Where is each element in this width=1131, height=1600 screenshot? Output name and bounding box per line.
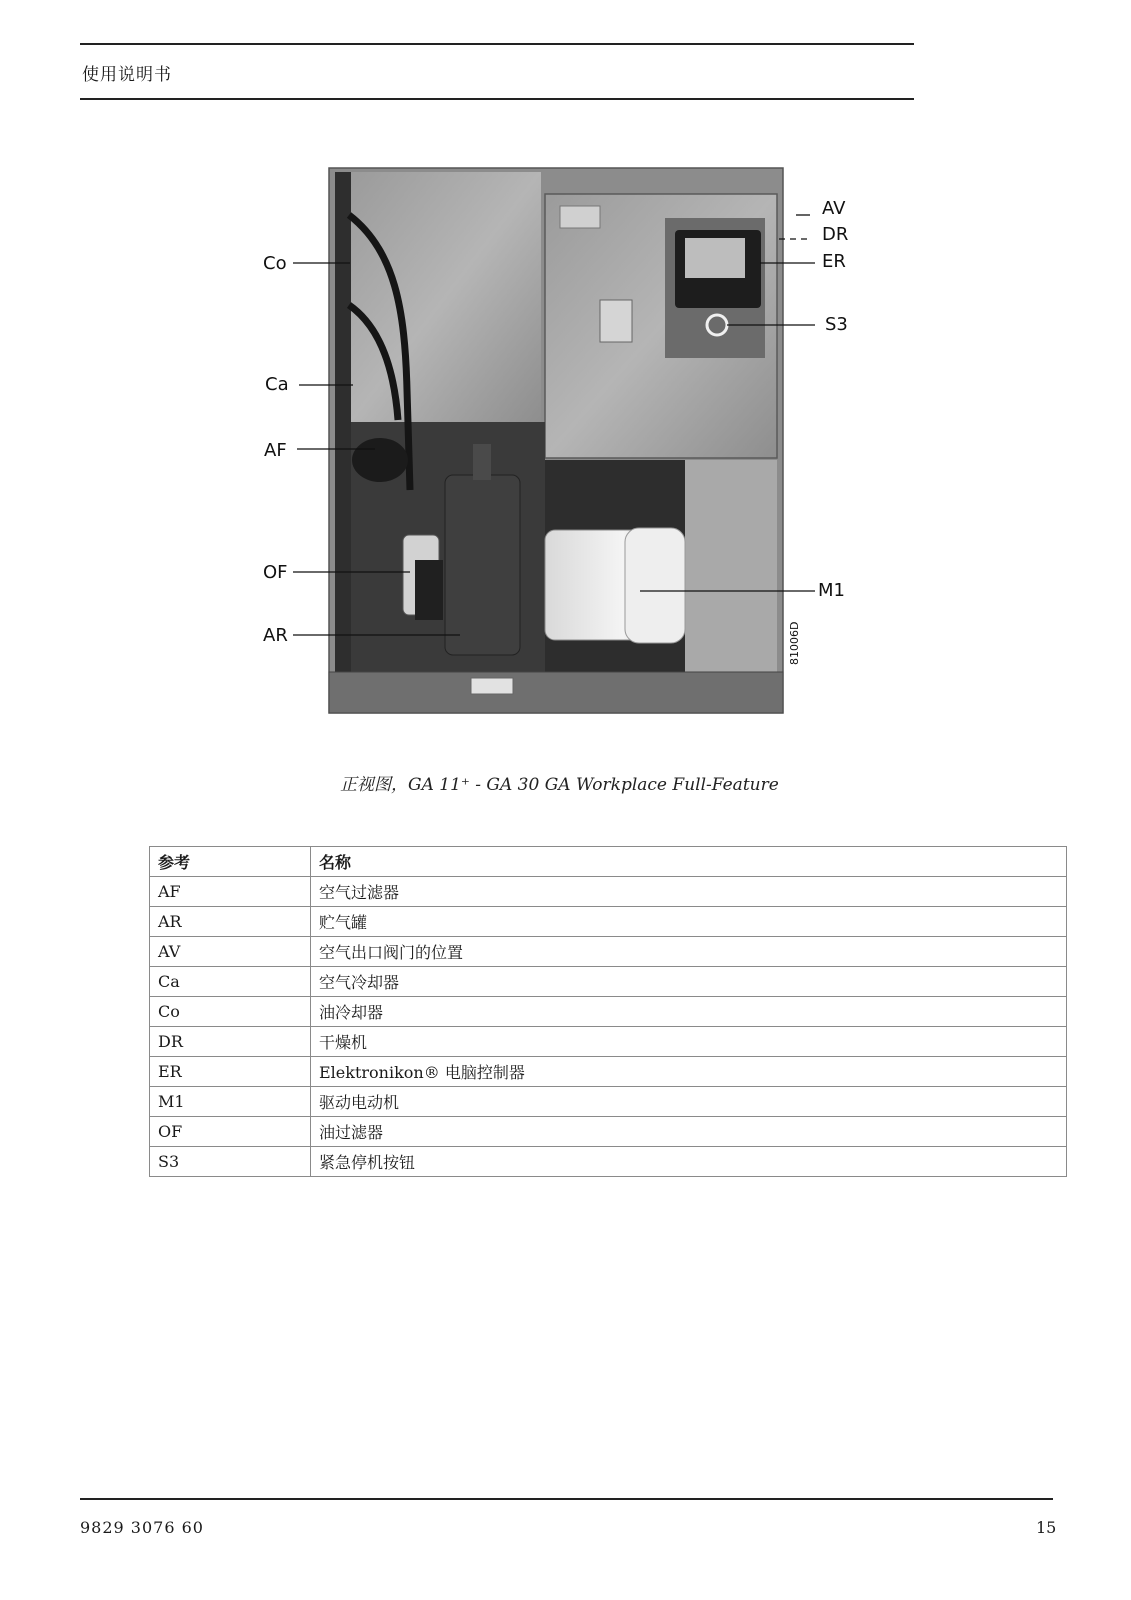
callout-av: AV: [822, 198, 846, 219]
figure-image-id: 81006D: [788, 621, 801, 665]
row-name: 空气冷却器: [311, 967, 1067, 997]
callout-co: Co: [263, 253, 287, 274]
row-name: 驱动电动机: [311, 1087, 1067, 1117]
row-ref: AR: [150, 907, 311, 937]
compressor-illustration: [255, 160, 875, 725]
table-row: [150, 1057, 1067, 1087]
callout-af: AF: [264, 440, 287, 461]
row-name: 干燥机: [311, 1027, 1067, 1057]
row-name: 贮气罐: [311, 907, 1067, 937]
row-name: 油过滤器: [311, 1117, 1067, 1147]
row-ref: Co: [150, 997, 311, 1027]
table-row: [150, 967, 1067, 997]
row-name: 空气过滤器: [311, 877, 1067, 907]
table-row: [150, 997, 1067, 1027]
footer-page-number: 15: [1036, 1518, 1057, 1537]
table-row: [150, 907, 1067, 937]
row-ref: DR: [150, 1027, 311, 1057]
table-body: [150, 877, 1067, 1177]
compressor-front-view-figure: [255, 160, 875, 725]
row-name: 空气出口阀门的位置: [311, 937, 1067, 967]
table-row: [150, 1147, 1067, 1177]
footer-doc-number: 9829 3076 60: [80, 1518, 204, 1537]
table-row: [150, 1027, 1067, 1057]
row-name: 油冷却器: [311, 997, 1067, 1027]
reference-table: [149, 846, 1067, 1177]
row-ref: S3: [150, 1147, 311, 1177]
table-row: [150, 1117, 1067, 1147]
row-ref: ER: [150, 1057, 311, 1087]
callout-ca: Ca: [265, 374, 289, 395]
row-ref: Ca: [150, 967, 311, 997]
row-name: 紧急停机按钮: [311, 1147, 1067, 1177]
row-ref: AF: [150, 877, 311, 907]
row-ref: AV: [150, 937, 311, 967]
callout-ar: AR: [263, 625, 288, 646]
row-ref: M1: [150, 1087, 311, 1117]
table-row: [150, 937, 1067, 967]
callout-dr: DR: [822, 224, 849, 245]
footer-rule: [80, 1498, 1053, 1500]
callout-er: ER: [822, 251, 846, 272]
table-row: [150, 1087, 1067, 1117]
header-rule-bottom: [80, 98, 914, 100]
callout-s3: S3: [825, 314, 848, 335]
table-row: [150, 877, 1067, 907]
callout-of: OF: [263, 562, 288, 583]
row-name: Elektronikon® 电脑控制器: [311, 1057, 1067, 1087]
header-rule-top: [80, 43, 914, 45]
header-name: 名称: [311, 847, 1067, 877]
figure-caption: 正视图，GA 11⁺ - GA 30 GA Workplace Full-Feature: [340, 775, 779, 795]
row-ref: OF: [150, 1117, 311, 1147]
callout-m1: M1: [818, 580, 845, 601]
header-ref: 参考: [150, 847, 311, 877]
header-title: 使用说明书: [82, 65, 172, 85]
table-header-row: [150, 847, 1067, 877]
